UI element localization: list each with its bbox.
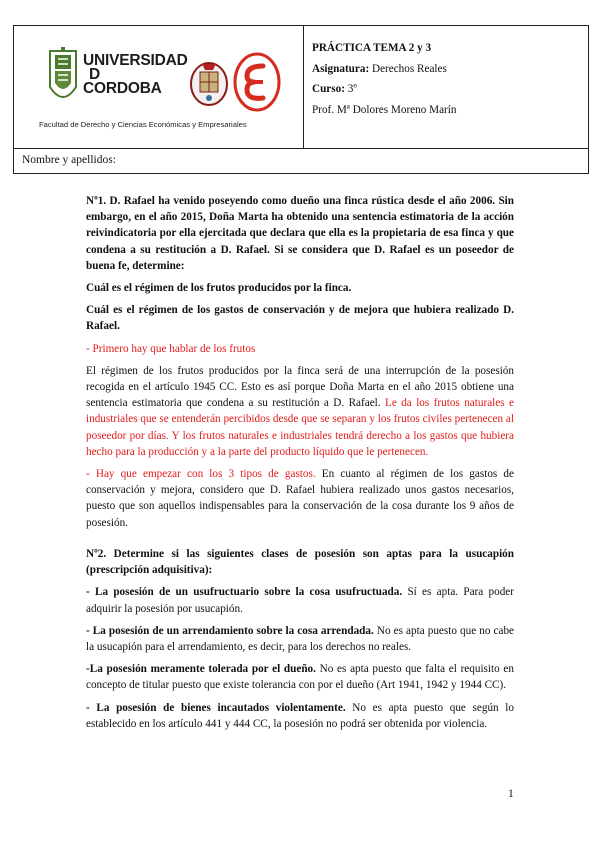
- subject-label: Asignatura:: [312, 62, 370, 75]
- faculty-seal-icon: [189, 58, 229, 106]
- note-fruits: - Primero hay que hablar de los frutos: [86, 342, 256, 355]
- practice-info: [312, 38, 456, 120]
- question-1-statement: Nº1. D. Rafael ha venido poseyendo como dueño una finca rústica desde el año 2006. Sin embargo, en el año 2015, Doña Marta ha obtenido una sentencia estimatoria de la acción reivindicatoria por ella ejercitada que declara que ella es la propietaria de esa finca y que condena a su restitución a D. Rafael. Si se considera que D. Rafael es un poseedor de buena fe, determine:: [86, 195, 514, 272]
- university-name-line2: D: [89, 66, 100, 83]
- item-text: No es apta puesto que según lo establecido en los artículo 441 y 444 CC, la posesión no podrá ser obtenida por violencia.: [86, 701, 514, 730]
- subject-value: Derechos Reales: [371, 62, 447, 75]
- question-1-sub2: Cuál es el régimen de los gastos de conservación y de mejora que hubiera realizado D. Rafael.: [86, 304, 514, 333]
- list-item: [86, 661, 514, 693]
- subject-row: [312, 59, 456, 80]
- name-label: Nombre y apellidos:: [22, 154, 116, 166]
- university-name-line3: CORDOBA: [83, 80, 162, 97]
- item-heading: -La posesión meramente tolerada por el dueño.: [86, 663, 316, 676]
- item-text: No es apta puesto que falta el requisito en concepto de titular puesto que existe tolerancia con por el dueño (Art 1941, 1942 y 1944 CC).: [86, 663, 514, 692]
- university-name: [83, 54, 188, 96]
- question-1: [86, 193, 514, 531]
- question-2-statement: Nº2. Determine si las siguientes clases de posesión son aptas para la usucapión (prescripción adquisitiva):: [86, 548, 514, 577]
- list-item: [86, 700, 514, 732]
- header-table: [13, 25, 589, 149]
- student-name-field[interactable]: [13, 148, 589, 174]
- professor-name: Prof. Mª Dolores Moreno Marín: [312, 103, 457, 116]
- item-text: No es apta puesto que no cabe la usucapión para el arrendamiento, es decir, para los derechos no reales.: [86, 624, 514, 654]
- page-number: 1: [508, 788, 514, 800]
- answer-fruits-correction: Le da los frutos naturales e industriales que se entenderán percibidos desde que se separan y los frutos civiles pertenecen al poseedor por días. Y los frutos naturales e industriales tendrá derecho a los gastos que hubiera hecho para la producción y a la parte del producto líquido que le pertenecen.: [86, 397, 514, 458]
- course-row: [312, 79, 456, 100]
- answer-expenses-text: En cuanto al régimen de los gastos de conservación y mejora, considero que D. Rafael hubiera realizado unos gastos necesarios, puesto que son aquellos indispensables para la conservación de la cosa durante los 9 años de posesión.: [86, 468, 514, 529]
- course-label: Curso:: [312, 83, 345, 95]
- list-item: [86, 623, 514, 655]
- practice-title: PRÁCTICA TEMA 2 y 3: [312, 42, 432, 54]
- logo-area: [14, 26, 303, 148]
- item-heading: - La posesión de bienes incautados violentamente.: [86, 701, 346, 714]
- item-heading: - La posesión de un usufructuario sobre la cosa usufructuada.: [86, 586, 403, 599]
- item-heading: - La posesión de un arrendamiento sobre la cosa arrendada.: [86, 624, 374, 637]
- question-2: [86, 546, 514, 732]
- answer-fruits: [86, 363, 514, 460]
- faculty-logo-icon: [233, 52, 281, 112]
- answer-expenses: [86, 466, 514, 531]
- course-value: 3º: [347, 83, 357, 95]
- university-name-line1: UNIVERSIDAD: [83, 52, 188, 69]
- university-crest-icon: [46, 47, 80, 109]
- item-text: Sí es apta. Para poder adquirir la posesión por usucapión.: [86, 586, 514, 615]
- list-item: [86, 584, 514, 616]
- note-expenses: - Hay que empezar con los 3 tipos de gastos.: [86, 468, 316, 481]
- answer-fruits-text: El régimen de los frutos producidos por la finca será de una interrupción de la posesión recogida en el artículo 1945 CC. Esto es así porque Doña Marta en el año 2015 obtiene una sentencia estimatoria que condena a su restitución a D. Rafael.: [86, 364, 514, 410]
- header-divider: [303, 26, 304, 148]
- question-1-sub1: Cuál es el régimen de los frutos producidos por la finca.: [86, 282, 352, 295]
- faculty-name: Facultad de Derecho y Ciencias Económicas y Empresariales: [39, 120, 247, 129]
